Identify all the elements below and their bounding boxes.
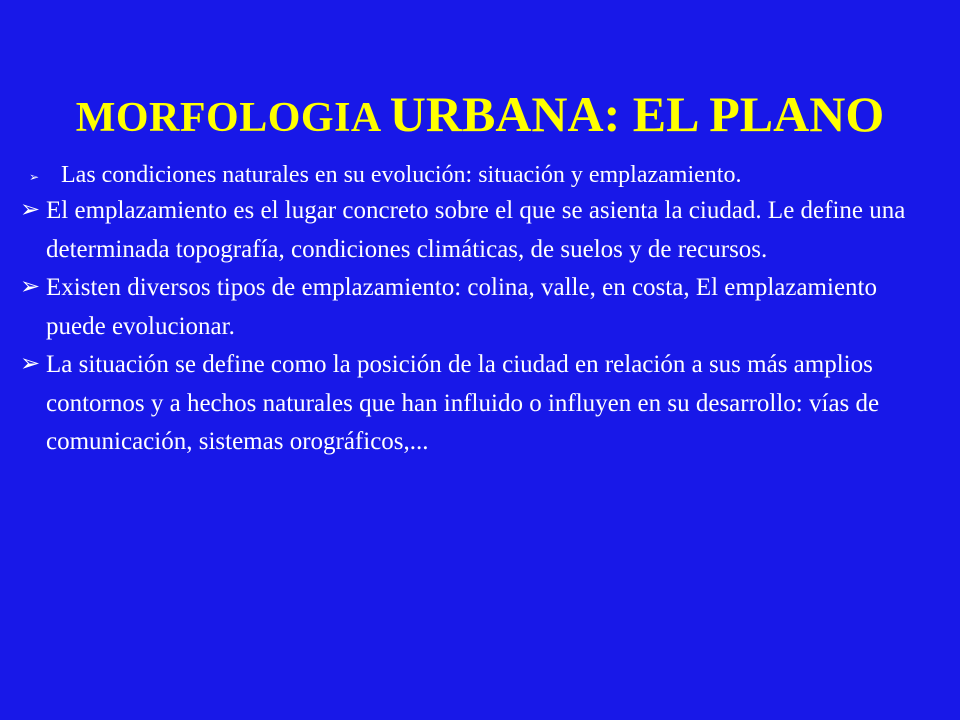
- arrowhead-bullet-icon: ➢: [20, 274, 41, 300]
- title-morfologia: MORFOLOGIA: [75, 95, 382, 142]
- arrowhead-bullet-icon: ➢: [20, 197, 41, 223]
- title-urbana-el-plano: URBANA: EL PLANO: [389, 86, 885, 143]
- slide-title: [0, 86, 960, 143]
- bullet-item: [0, 192, 960, 269]
- bullet-text: El emplazamiento es el lugar concreto sobre el que se asienta la ciudad. Le define una determinada topografía, condiciones climáticas, de suelos y de recursos.: [46, 197, 906, 263]
- bullet-text: Existen diversos tipos de emplazamiento: colina, valle, en costa, El emplazamiento puede evolucionar.: [46, 274, 877, 340]
- bullet-item: [0, 158, 960, 192]
- bullet-text: La situación se define como la posición de la ciudad en relación a sus más amplios contornos y a hechos naturales que han influido o influyen en su desarrollo: vías de comunicación, sistemas orográficos,...: [46, 351, 880, 455]
- arrowhead-bullet-icon: ➢: [29, 170, 40, 184]
- bullet-list: [0, 158, 960, 462]
- bullet-item: [0, 269, 960, 346]
- bullet-text: Las condiciones naturales en su evolución: situación y emplazamiento.: [61, 162, 742, 188]
- bullet-item: [0, 346, 960, 462]
- arrowhead-bullet-icon: ➢: [20, 351, 41, 377]
